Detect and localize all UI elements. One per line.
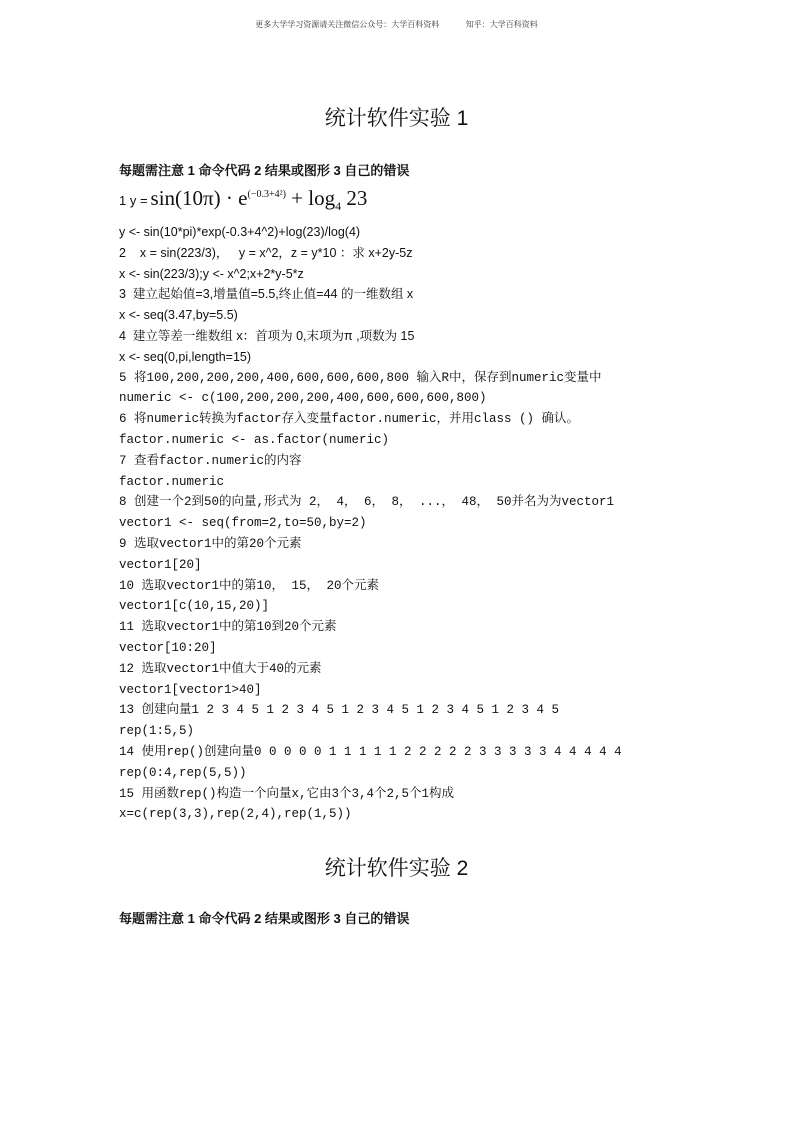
document-line: vector1 <- seq(from=2,to=50,by=2) — [119, 516, 367, 531]
document-line: vector1[c(10,15,20)] — [119, 599, 270, 614]
document-line: x <- seq(3.47,by=5.5) — [119, 308, 238, 323]
formula-main: sin(10π) · e — [150, 186, 248, 210]
section2-title: 统计软件实验 2 — [324, 857, 469, 880]
formula-base: 4 — [335, 199, 342, 214]
document-line: 8 创建一个2到50的向量,形式为 2， 4， 6， 8， ...， 48， 50并名为为vector1 — [119, 495, 615, 510]
document-line: vector[10:20] — [119, 640, 217, 655]
exercise-lines — [119, 222, 622, 825]
document-line: rep(1:5,5) — [119, 724, 195, 739]
section1-title: 统计软件实验 1 — [324, 107, 469, 130]
section1-note: 每题需注意 1 命令代码 2 结果或图形 3 自己的错误 — [119, 163, 410, 178]
document-line: 13 创建向量1 2 3 4 5 1 2 3 4 5 1 2 3 4 5 1 2 3 4 5 1 2 3 4 5 — [119, 703, 560, 718]
formula-math — [151, 186, 368, 214]
document-line: 3 建立起始值=3,增量值=5.5,终止值=44 的一维数组 x — [119, 287, 414, 302]
document-line: 12 选取vector1中值大于40的元素 — [119, 661, 322, 676]
document-line: 4 建立等差一维数组 x：首项为 0,末项为π ,项数为 15 — [119, 328, 415, 343]
formula — [119, 186, 367, 214]
header-right: 知乎：大学百科资料 — [465, 20, 538, 29]
formula-prefix: 1 y = — [119, 193, 148, 208]
document-line: 11 选取vector1中的第10到20个元素 — [119, 620, 337, 635]
document-line: vector1[vector1>40] — [119, 682, 262, 697]
document-line: factor.numeric — [119, 474, 225, 489]
document-line: 15 用函数rep()构造一个向量x,它由3个3,4个2,5个1构成 — [119, 786, 455, 801]
document-line: x <- seq(0,pi,length=15) — [119, 349, 252, 364]
page-header — [0, 19, 793, 30]
header-left: 更多大学学习资源请关注微信公众号：大学百科资料 — [255, 20, 440, 29]
document-line: 2 x = sin(223/3)， y = x^2，z = y*10 ：求 x+2y-5z — [119, 245, 413, 260]
document-line: 14 使用rep()创建向量0 0 0 0 0 1 1 1 1 1 2 2 2 2 2 3 3 3 3 3 4 4 4 4 4 — [119, 744, 622, 759]
document-line: x <- sin(223/3);y <- x^2;x+2*y-5*z — [119, 266, 304, 281]
document-line: factor.numeric <- as.factor(numeric) — [119, 432, 390, 447]
document-line: x=c(rep(3,3),rep(2,4),rep(1,5)) — [119, 807, 352, 822]
document-line: y <- sin(10*pi)*exp(-0.3+4^2)+log(23)/log(4) — [119, 225, 361, 239]
document-line: numeric <- c(100,200,200,200,400,600,600,600,800) — [119, 391, 487, 406]
formula-log: + log — [285, 186, 336, 210]
formula-exponent: (−0.3+4²) — [247, 189, 286, 200]
document-line: 5 将100,200,200,200,400,600,600,600,800 输入R中，保存到numeric变量中 — [119, 370, 602, 385]
document-line: 6 将numeric转换为factor存入变量factor.numeric，并用class () 确认。 — [119, 412, 580, 427]
document-line: 9 选取vector1中的第20个元素 — [119, 536, 302, 551]
section2-note: 每题需注意 1 命令代码 2 结果或图形 3 自己的错误 — [119, 911, 410, 926]
document-line: 7 查看factor.numeric的内容 — [119, 453, 302, 468]
document-line: 10 选取vector1中的第10， 15， 20个元素 — [119, 578, 380, 593]
formula-arg: 23 — [341, 186, 368, 210]
document-line: rep(0:4,rep(5,5)) — [119, 765, 247, 780]
document-line: vector1[20] — [119, 557, 202, 572]
